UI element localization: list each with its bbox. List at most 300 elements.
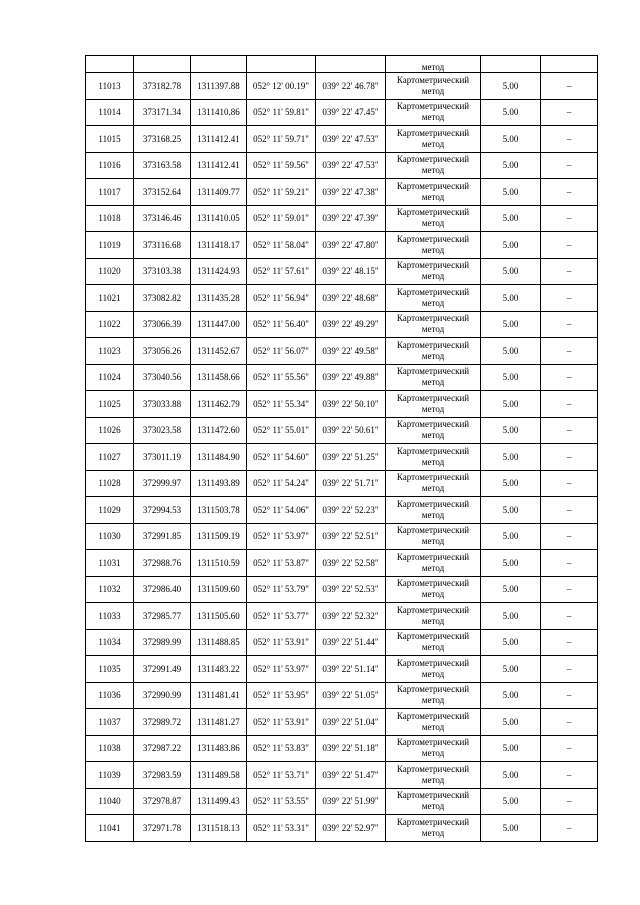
cell-y: 1311483.22 [191,656,247,683]
table-row [86,417,598,444]
cell-latitude: 052° 11' 54.60" [247,444,316,471]
cell-accuracy: 5.00 [481,788,541,815]
cell-method [386,258,481,285]
cell-longitude: 039° 22' 47.39" [316,205,386,232]
table-row [86,735,598,762]
cell-point: 11021 [86,285,134,312]
cell-method [386,709,481,736]
cell-note: – [541,629,598,656]
cell-longitude: 039° 22' 49.58" [316,338,386,365]
cell-method [386,285,481,312]
cell-latitude: 052° 11' 53.77" [247,603,316,630]
method-line2: метод [421,695,445,706]
coordinates-table [85,55,598,842]
cell-accuracy: 5.00 [481,735,541,762]
cell-note: – [541,338,598,365]
table-row [86,285,598,312]
table-row [86,762,598,789]
cell-longitude: 039° 22' 47.38" [316,179,386,206]
cell-point: 11028 [86,470,134,497]
table-row [86,152,598,179]
cell-method [386,497,481,524]
table-row [86,311,598,338]
method-line2: метод [421,112,445,123]
cell-longitude: 039° 22' 51.05" [316,682,386,709]
cell-x: 372989.72 [134,709,191,736]
cell-longitude: 039° 22' 52.53" [316,576,386,603]
method-line2: метод [421,218,445,229]
cell-y: 1311499.43 [191,788,247,815]
cell-longitude: 039° 22' 47.53" [316,152,386,179]
cell-point: 11038 [86,735,134,762]
cell-method [386,391,481,418]
cell-note: – [541,815,598,842]
method-line2: метод [421,668,445,679]
cell-x: 372978.87 [134,788,191,815]
method-line2: метод [421,615,445,626]
cell-point: 11022 [86,311,134,338]
cell-y: 1311412.41 [191,152,247,179]
cell-x: 373163.58 [134,152,191,179]
cell-longitude: 039° 22' 51.25" [316,444,386,471]
cell-note: – [541,762,598,789]
method-line2: метод [421,165,445,176]
cell-point: 11015 [86,126,134,153]
cell-x: 372999.97 [134,470,191,497]
cell-method [386,523,481,550]
cell-point: 11016 [86,152,134,179]
cell-note: – [541,179,598,206]
method-line1: Картометрический [396,551,470,562]
cell-x: 373182.78 [134,73,191,100]
table-row [86,205,598,232]
method-line2: метод [421,456,445,467]
cell-point: 11030 [86,523,134,550]
cell-latitude: 052° 11' 59.56" [247,152,316,179]
method-line2: метод [421,430,445,441]
cell-accuracy: 5.00 [481,682,541,709]
cell-accuracy: 5.00 [481,815,541,842]
table-row [86,815,598,842]
cell-point: 11023 [86,338,134,365]
cell-accuracy: 5.00 [481,497,541,524]
cell-note: – [541,523,598,550]
cell-note: – [541,391,598,418]
method-line1: Картометрический [396,790,470,801]
method-line1: Картометрический [396,445,470,456]
method-line1: Картометрический [396,578,470,589]
cell-latitude: 052° 11' 53.71" [247,762,316,789]
cell-y: 1311505.60 [191,603,247,630]
cell-x: 372985.77 [134,603,191,630]
cell-longitude: 039° 22' 49.88" [316,364,386,391]
cell-latitude: 052° 11' 54.24" [247,470,316,497]
cell-longitude: 039° 22' 49.29" [316,311,386,338]
cell-x: 373082.82 [134,285,191,312]
cell-accuracy [481,56,541,73]
cell-y: 1311503.78 [191,497,247,524]
method-line2: метод [421,589,445,600]
method-line2: метод [421,350,445,361]
cell-note: – [541,285,598,312]
method-line1: Картометрический [396,339,470,350]
cell-accuracy: 5.00 [481,126,541,153]
cell-note: – [541,444,598,471]
cell-x: 373152.64 [134,179,191,206]
method-line1: Картометрический [396,419,470,430]
cell-x: 373011.19 [134,444,191,471]
table-row [86,497,598,524]
cell-point: 11032 [86,576,134,603]
method-line1: Картометрический [396,525,470,536]
method-line2: метод [421,642,445,653]
cell-longitude: 039° 22' 48.68" [316,285,386,312]
cell-accuracy: 5.00 [481,232,541,259]
cell-method [386,232,481,259]
method-line1: Картометрический [396,260,470,271]
cell-accuracy: 5.00 [481,603,541,630]
cell-latitude: 052° 11' 55.01" [247,417,316,444]
method-line2: метод [421,509,445,520]
cell-accuracy: 5.00 [481,656,541,683]
method-line2: метод [421,138,445,149]
cell-point: 11029 [86,497,134,524]
table-row [86,603,598,630]
cell-latitude: 052° 11' 55.34" [247,391,316,418]
table-row [86,444,598,471]
cell-latitude: 052° 11' 57.61" [247,258,316,285]
method-line1: Картометрический [396,313,470,324]
cell-accuracy: 5.00 [481,762,541,789]
cell-method [386,550,481,577]
table-row-continuation [86,56,598,73]
cell-point: 11036 [86,682,134,709]
method-line1: Картометрический [396,286,470,297]
method-line1: Картометрический [396,101,470,112]
cell-note: – [541,470,598,497]
cell-latitude: 052° 11' 56.94" [247,285,316,312]
cell-method [386,682,481,709]
cell-point: 11035 [86,656,134,683]
method-line2: метод [421,85,445,96]
cell-note: – [541,258,598,285]
cell-method [386,99,481,126]
table-row [86,788,598,815]
cell-note: – [541,73,598,100]
cell-x: 373146.46 [134,205,191,232]
method-line1: Картометрический [396,207,470,218]
cell-accuracy: 5.00 [481,523,541,550]
cell-y: 1311409.77 [191,179,247,206]
cell-y: 1311424.93 [191,258,247,285]
cell-accuracy: 5.00 [481,311,541,338]
table-row [86,179,598,206]
cell-longitude: 039° 22' 51.71" [316,470,386,497]
table-row [86,470,598,497]
method-line2: метод [421,827,445,838]
cell-x: 373168.25 [134,126,191,153]
cell-point: 11018 [86,205,134,232]
cell-y: 1311488.85 [191,629,247,656]
cell-x: 373040.56 [134,364,191,391]
cell-y: 1311489.58 [191,762,247,789]
cell-method [386,629,481,656]
cell-accuracy: 5.00 [481,258,541,285]
method-line1: Картометрический [396,74,470,85]
method-line1: Картометрический [396,763,470,774]
table-row [86,682,598,709]
table-body [86,56,598,842]
cell-note: – [541,364,598,391]
cell-note: – [541,735,598,762]
cell-note: – [541,656,598,683]
cell-note: – [541,205,598,232]
method-line1: Картометрический [396,816,470,827]
cell-latitude: 052° 11' 59.71" [247,126,316,153]
cell-point: 11017 [86,179,134,206]
method-line2: метод [421,483,445,494]
cell-longitude: 039° 22' 52.97" [316,815,386,842]
cell-y: 1311412.41 [191,126,247,153]
cell-latitude: 052° 11' 53.55" [247,788,316,815]
cell-accuracy: 5.00 [481,179,541,206]
table-row [86,391,598,418]
cell-longitude: 039° 22' 51.18" [316,735,386,762]
cell-method [386,364,481,391]
cell-method [386,470,481,497]
cell-accuracy: 5.00 [481,338,541,365]
method-line1: Картометрический [396,180,470,191]
method-line1: Картометрический [396,737,470,748]
table-row [86,258,598,285]
cell-point: 11024 [86,364,134,391]
cell-latitude: 052° 11' 53.91" [247,629,316,656]
cell-x: 373116.68 [134,232,191,259]
cell-y: 1311510.59 [191,550,247,577]
method-line2: метод [421,721,445,732]
table-row [86,73,598,100]
cell-method [386,417,481,444]
table-row [86,629,598,656]
cell-x: 372986.40 [134,576,191,603]
method-line1: Картометрический [396,498,470,509]
cell-y: 1311452.67 [191,338,247,365]
method-line1: Картометрический [396,604,470,615]
cell-latitude: 052° 11' 59.81" [247,99,316,126]
cell-y: 1311397.88 [191,73,247,100]
cell-point: 11013 [86,73,134,100]
method-line2: метод [421,324,445,335]
cell-x: 372983.59 [134,762,191,789]
table-row [86,709,598,736]
cell-note: – [541,709,598,736]
method-line1: Картометрический [396,657,470,668]
cell-point: 11014 [86,99,134,126]
cell-note: – [541,550,598,577]
method-line2: метод [421,748,445,759]
cell-y: 1311509.60 [191,576,247,603]
table-row [86,99,598,126]
cell-x: 372987.22 [134,735,191,762]
cell-point: 11041 [86,815,134,842]
cell-note: – [541,576,598,603]
cell-longitude: 039° 22' 48.15" [316,258,386,285]
cell-x [134,56,191,73]
cell-note: – [541,232,598,259]
cell-latitude: 052° 11' 58.04" [247,232,316,259]
table-row [86,656,598,683]
cell-longitude: 039° 22' 51.47" [316,762,386,789]
method-line1: Картометрический [396,684,470,695]
cell-method [386,205,481,232]
method-line2: метод [421,377,445,388]
cell-latitude: 052° 11' 53.97" [247,656,316,683]
cell-y: 1311410.86 [191,99,247,126]
cell-longitude: 039° 22' 47.53" [316,126,386,153]
cell-x: 372994.53 [134,497,191,524]
cell-longitude: 039° 22' 51.99" [316,788,386,815]
cell-accuracy: 5.00 [481,152,541,179]
cell-x: 372991.49 [134,656,191,683]
cell-method [386,815,481,842]
cell-method [386,73,481,100]
cell-latitude: 052° 11' 53.87" [247,550,316,577]
cell-latitude [247,56,316,73]
cell-note [541,56,598,73]
cell-point: 11031 [86,550,134,577]
cell-point: 11039 [86,762,134,789]
method-line1: Картометрический [396,366,470,377]
cell-latitude: 052° 11' 55.56" [247,364,316,391]
cell-y: 1311509.19 [191,523,247,550]
cell-y: 1311410.05 [191,205,247,232]
cell-method [386,656,481,683]
cell-x: 372988.76 [134,550,191,577]
method-line1: Картометрический [396,392,470,403]
method-line1: Картометрический [396,154,470,165]
cell-x: 373103.38 [134,258,191,285]
cell-method [386,338,481,365]
cell-note: – [541,788,598,815]
cell-x: 373171.34 [134,99,191,126]
cell-y: 1311458.66 [191,364,247,391]
cell-note: – [541,682,598,709]
cell-latitude: 052° 11' 56.07" [247,338,316,365]
cell-note: – [541,152,598,179]
cell-longitude: 039° 22' 50.61" [316,417,386,444]
cell-point: 11019 [86,232,134,259]
cell-latitude: 052° 11' 56.40" [247,311,316,338]
cell-longitude [316,56,386,73]
cell-x: 373056.26 [134,338,191,365]
cell-accuracy: 5.00 [481,709,541,736]
cell-point: 11033 [86,603,134,630]
cell-method [386,735,481,762]
cell-longitude: 039° 22' 46.78" [316,73,386,100]
cell-x: 373023.58 [134,417,191,444]
cell-point: 11034 [86,629,134,656]
cell-latitude: 052° 12' 00.19" [247,73,316,100]
cell-note: – [541,497,598,524]
cell-latitude: 052° 11' 53.91" [247,709,316,736]
table-row [86,576,598,603]
cell-y: 1311435.28 [191,285,247,312]
cell-latitude: 052° 11' 53.79" [247,576,316,603]
method-line2: метод [421,774,445,785]
method-line1: Картометрический [396,710,470,721]
cell-method [386,576,481,603]
cell-x: 372990.99 [134,682,191,709]
cell-y: 1311481.27 [191,709,247,736]
cell-y [191,56,247,73]
cell-latitude: 052° 11' 53.95" [247,682,316,709]
cell-x: 373066.39 [134,311,191,338]
table-row [86,338,598,365]
cell-y: 1311518.13 [191,815,247,842]
cell-method [386,444,481,471]
cell-latitude: 052° 11' 59.01" [247,205,316,232]
cell-latitude: 052° 11' 53.31" [247,815,316,842]
cell-method: метод [386,56,481,73]
cell-y: 1311447.00 [191,311,247,338]
cell-latitude: 052° 11' 53.97" [247,523,316,550]
cell-longitude: 039° 22' 50.10" [316,391,386,418]
cell-point: 11020 [86,258,134,285]
cell-latitude: 052° 11' 59.21" [247,179,316,206]
method-line2: метод [421,562,445,573]
cell-note: – [541,311,598,338]
cell-accuracy: 5.00 [481,99,541,126]
cell-longitude: 039° 22' 51.14" [316,656,386,683]
cell-y: 1311483.86 [191,735,247,762]
cell-accuracy: 5.00 [481,391,541,418]
cell-accuracy: 5.00 [481,444,541,471]
cell-point [86,56,134,73]
cell-y: 1311484.90 [191,444,247,471]
method-line1: Картометрический [396,127,470,138]
cell-note: – [541,99,598,126]
cell-latitude: 052° 11' 53.83" [247,735,316,762]
cell-point: 11040 [86,788,134,815]
cell-method [386,311,481,338]
method-line1: Картометрический [396,233,470,244]
cell-point: 11026 [86,417,134,444]
cell-accuracy: 5.00 [481,205,541,232]
cell-accuracy: 5.00 [481,550,541,577]
cell-longitude: 039° 22' 52.58" [316,550,386,577]
cell-y: 1311418.17 [191,232,247,259]
cell-x: 372971.78 [134,815,191,842]
cell-x: 372989.99 [134,629,191,656]
cell-note: – [541,417,598,444]
cell-accuracy: 5.00 [481,73,541,100]
cell-y: 1311462.79 [191,391,247,418]
method-line2: метод [421,297,445,308]
cell-longitude: 039° 22' 51.44" [316,629,386,656]
table-row [86,523,598,550]
cell-point: 11025 [86,391,134,418]
cell-accuracy: 5.00 [481,576,541,603]
cell-longitude: 039° 22' 47.80" [316,232,386,259]
cell-accuracy: 5.00 [481,629,541,656]
cell-point: 11027 [86,444,134,471]
cell-longitude: 039° 22' 52.23" [316,497,386,524]
method-line1: Картометрический [396,631,470,642]
method-line1: Картометрический [396,472,470,483]
table-row [86,232,598,259]
cell-longitude: 039° 22' 51.04" [316,709,386,736]
method-line2: метод [421,801,445,812]
